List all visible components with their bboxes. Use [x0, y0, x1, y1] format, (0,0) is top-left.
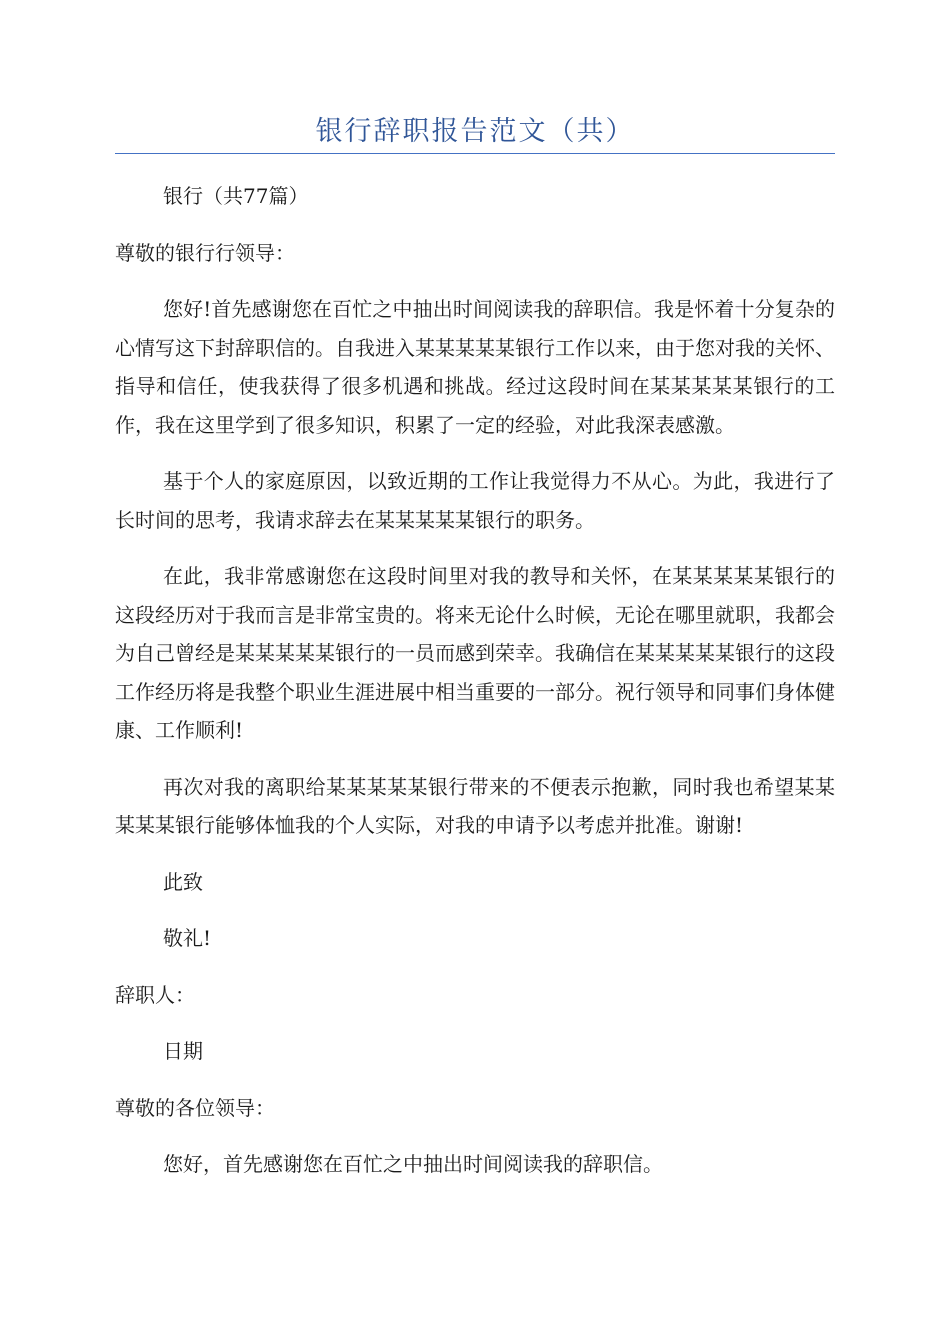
- paragraph-intro: 您好!首先感谢您在百忙之中抽出时间阅读我的辞职信。我是怀着十分复杂的心情写这下封辞职信的。自我进入某某某某某银行工作以来，由于您对我的关怀、指导和信任，使我获得了很多机遇和挑战。经过这段时间在某某某某某银行的工作，我在这里学到了很多知识，积累了一定的经验，对此我深表感激。: [115, 297, 835, 437]
- document-title: 银行辞职报告范文（共）: [315, 116, 635, 147]
- document-body: [115, 177, 835, 1202]
- closing-jingli: 敬礼!: [163, 926, 212, 950]
- salutation-first: 尊敬的银行行领导：: [115, 240, 295, 265]
- title-underline: [115, 153, 835, 154]
- paragraph-second-letter: 您好，首先感谢您在百忙之中抽出时间阅读我的辞职信。: [163, 1152, 663, 1176]
- salutation-second: 尊敬的各位领导：: [115, 1095, 275, 1120]
- paragraph-apology: 再次对我的离职给某某某某某银行带来的不便表示抱歉，同时我也希望某某某某某银行能够体恤我的个人实际，对我的申请予以考虑并批准。谢谢!: [115, 774, 835, 837]
- paragraph-reason: 基于个人的家庭原因，以致近期的工作让我觉得力不从心。为此，我进行了长时间的思考，我请求辞去在某某某某某银行的职务。: [115, 469, 835, 532]
- signer-label: 辞职人：: [115, 982, 195, 1007]
- paragraph-thanks: 在此，我非常感谢您在这段时间里对我的教导和关怀，在某某某某某银行的这段经历对于我而言是非常宝贵的。将来无论什么时候，无论在哪里就职，我都会为自己曾经是某某某某某银行的一员而感到荣幸。我确信在某某某某某银行的这段工作经历将是我整个职业生涯进展中相当重要的一部分。祝行领导和同事们身体健康、工作顺利!: [115, 564, 835, 742]
- document-subtitle: 银行（共77篇）: [163, 184, 309, 208]
- date-label: 日期: [163, 1039, 203, 1063]
- closing-cizhi: 此致: [163, 869, 203, 894]
